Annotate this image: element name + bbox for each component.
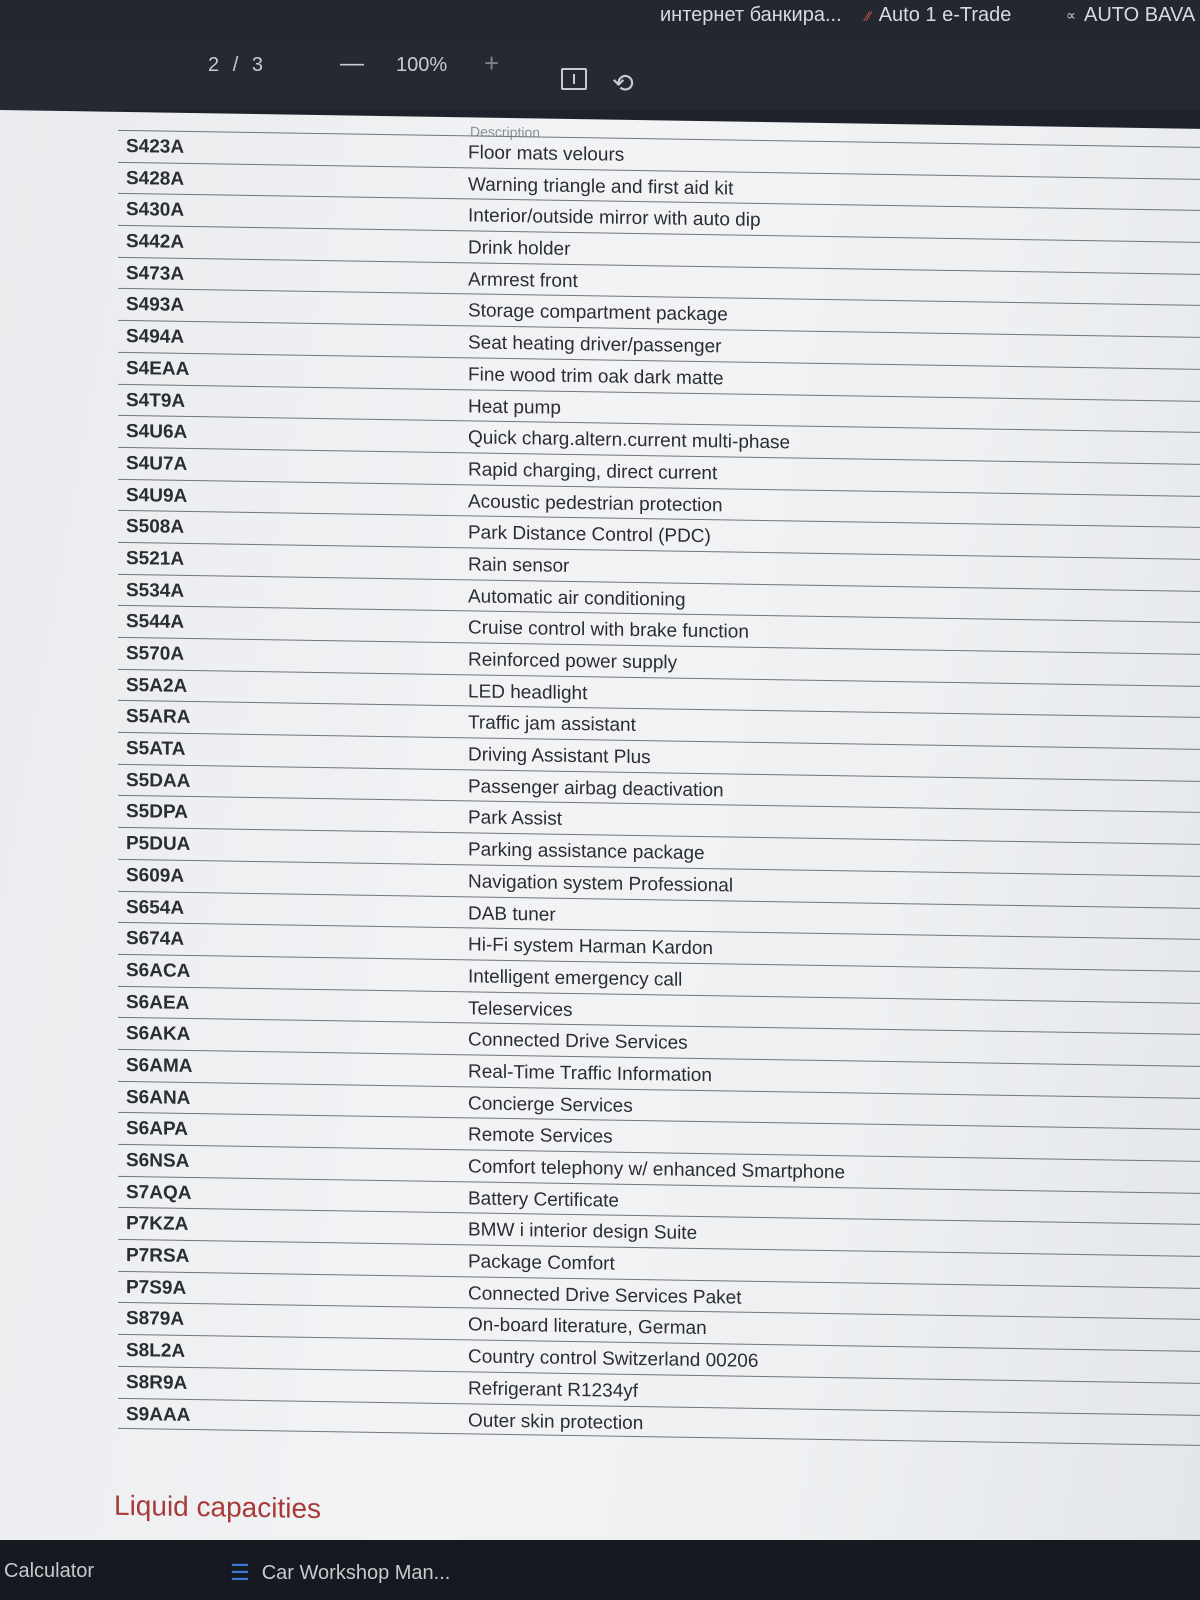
options-table	[118, 130, 1200, 1446]
option-description: Connected Drive Services	[468, 1029, 688, 1055]
pdf-toolbar	[0, 40, 1200, 110]
option-description: Park Distance Control (PDC)	[468, 522, 711, 548]
option-description: Park Assist	[468, 807, 562, 831]
option-description: Floor mats velours	[468, 142, 625, 166]
option-description: Concierge Services	[468, 1092, 633, 1117]
option-description: Automatic air conditioning	[468, 585, 686, 611]
page-separator: /	[232, 54, 243, 76]
option-description: On-board literature, German	[468, 1314, 707, 1340]
option-description: Quick charg.altern.current multi-phase	[468, 427, 791, 454]
taskbar-label: Car Workshop Man...	[261, 1561, 451, 1584]
option-description: Country control Switzerland 00206	[468, 1346, 759, 1373]
option-code: S654A	[126, 896, 185, 919]
zoom-in-button[interactable]: +	[484, 48, 500, 78]
option-description: BMW i interior design Suite	[468, 1219, 698, 1245]
option-description: Cruise control with brake function	[468, 617, 749, 644]
option-description: Intelligent emergency call	[468, 966, 683, 991]
option-description: DAB tuner	[468, 902, 556, 926]
option-code: S493A	[126, 294, 185, 317]
option-code: S6ANA	[126, 1086, 191, 1109]
bookmark-auto1[interactable]	[866, 4, 1011, 27]
zoom-out-button[interactable]: —	[340, 50, 364, 77]
option-description: Driving Assistant Plus	[468, 744, 651, 769]
option-description: Remote Services	[468, 1124, 613, 1148]
option-code: S4T9A	[126, 389, 186, 412]
option-code: S428A	[126, 167, 185, 190]
option-description: Warning triangle and first aid kit	[468, 174, 734, 200]
fit-page-icon[interactable]	[561, 68, 587, 90]
option-code: S8R9A	[126, 1371, 188, 1394]
option-description: Heat pump	[468, 395, 561, 419]
option-code: S9AAA	[126, 1403, 191, 1426]
option-code: S534A	[126, 579, 185, 602]
option-code: P5DUA	[126, 833, 191, 856]
page-indicator[interactable]	[208, 54, 267, 77]
option-code: S6AKA	[126, 1023, 191, 1046]
option-code: P7S9A	[126, 1276, 187, 1299]
option-description: Comfort telephony w/ enhanced Smartphone	[468, 1156, 846, 1184]
option-code: S6ACA	[126, 959, 191, 982]
workshop-app-icon: ☰	[230, 1560, 250, 1585]
option-description: Hi-Fi system Harman Kardon	[468, 934, 713, 960]
option-description: Navigation system Professional	[468, 871, 734, 897]
option-description: Connected Drive Services Paket	[468, 1283, 742, 1309]
option-code: S609A	[126, 864, 185, 887]
column-header-description: Description	[470, 123, 541, 141]
option-code: S544A	[126, 611, 185, 634]
option-description: Refrigerant R1234yf	[468, 1378, 639, 1402]
option-code: S879A	[126, 1308, 185, 1331]
option-description: Traffic jam assistant	[468, 712, 636, 737]
option-code: S4U6A	[126, 421, 188, 444]
option-description: Rapid charging, direct current	[468, 459, 718, 485]
section-title: Liquid capacities	[114, 1489, 322, 1525]
bookmark-auto-bava[interactable]	[1066, 4, 1195, 27]
option-description: Teleservices	[468, 997, 573, 1021]
taskbar-item-calculator[interactable]	[4, 1560, 94, 1583]
page-total: 3	[251, 54, 267, 76]
option-description: Passenger airbag deactivation	[468, 776, 724, 802]
option-code: S4U9A	[126, 484, 188, 507]
option-code: S4U7A	[126, 452, 188, 475]
option-code: S7AQA	[126, 1181, 192, 1204]
option-description: Real-Time Traffic Information	[468, 1061, 712, 1087]
option-description: Reinforced power supply	[468, 649, 678, 674]
option-description: Outer skin protection	[468, 1409, 644, 1434]
option-code: S6APA	[126, 1118, 188, 1141]
pdf-page	[0, 110, 1200, 1559]
option-code: S6NSA	[126, 1149, 190, 1172]
option-code: S5DPA	[126, 801, 188, 824]
option-code: S430A	[126, 199, 185, 222]
zoom-level[interactable]: 100%	[396, 54, 448, 76]
option-code: S423A	[126, 135, 185, 158]
option-description: Parking assistance package	[468, 839, 705, 865]
option-description: Armrest front	[468, 269, 578, 292]
option-description: Fine wood trim oak dark matte	[468, 364, 724, 390]
option-description: Interior/outside mirror with auto dip	[468, 205, 761, 232]
option-code: S4EAA	[126, 357, 190, 380]
option-description: Seat heating driver/passenger	[468, 332, 722, 358]
option-code: S442A	[126, 231, 185, 253]
option-code: S494A	[126, 326, 185, 349]
link-icon: ∝	[1066, 7, 1077, 23]
option-code: S674A	[126, 928, 185, 951]
taskbar-label: Calculator	[4, 1560, 95, 1582]
option-code: S521A	[126, 547, 185, 570]
option-code: S5A2A	[126, 674, 188, 697]
option-description: Storage compartment package	[468, 300, 728, 326]
bookmarks-bar	[0, 0, 1200, 40]
option-code: S5ARA	[126, 706, 191, 729]
option-description: Battery Certificate	[468, 1188, 619, 1212]
option-code: S6AMA	[126, 1054, 193, 1077]
page-current[interactable]: 2	[208, 54, 224, 76]
bookmark-label: Auto 1 e-Trade	[878, 4, 1012, 26]
option-code: S473A	[126, 262, 185, 285]
bookmark-internet-banking[interactable]	[660, 4, 842, 27]
bookmark-label: интернет банкира...	[660, 4, 842, 26]
option-description: Package Comfort	[468, 1251, 615, 1275]
option-code: S6AEA	[126, 991, 190, 1014]
rotate-icon[interactable]: ⟲	[612, 68, 634, 98]
option-description: Acoustic pedestrian protection	[468, 490, 723, 516]
option-code: S508A	[126, 516, 185, 539]
option-description: Rain sensor	[468, 554, 570, 577]
taskbar-item-car-workshop[interactable]	[230, 1560, 450, 1586]
option-code: P7RSA	[126, 1245, 190, 1268]
option-description: LED headlight	[468, 681, 588, 704]
option-code: S570A	[126, 642, 185, 665]
option-description: Drink holder	[468, 237, 571, 261]
option-code: P7KZA	[126, 1213, 189, 1236]
auto1-icon: ⁄⁄	[866, 7, 871, 24]
option-code: S5ATA	[126, 738, 186, 760]
option-code: S5DAA	[126, 769, 191, 792]
bookmark-label: AUTO BAVA	[1084, 4, 1196, 26]
option-code: S8L2A	[126, 1340, 186, 1363]
taskbar	[0, 1540, 1200, 1600]
